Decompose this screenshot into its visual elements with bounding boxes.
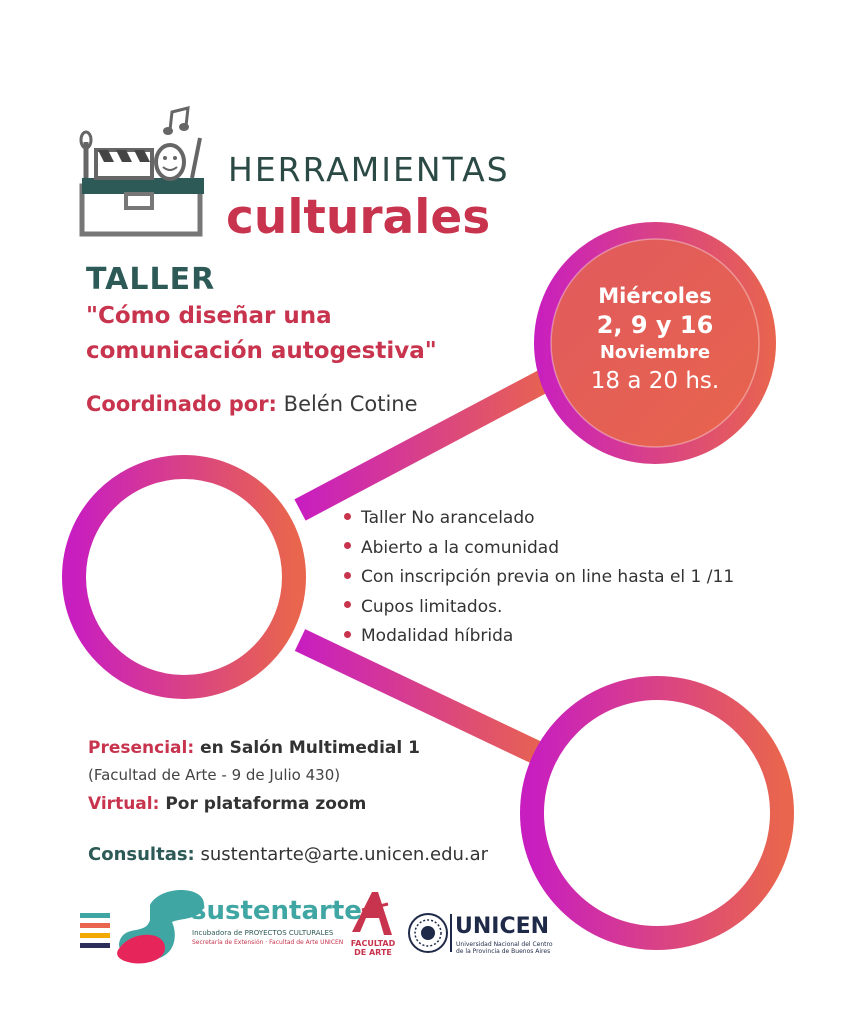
date-time: 18 a 20 hs.	[590, 368, 720, 394]
feature-list	[344, 504, 734, 652]
contact-label: Consultas:	[88, 844, 195, 865]
bullet-icon	[344, 601, 351, 608]
list-item: Cupos limitados.	[344, 593, 734, 623]
brand-title-line1: HERRAMIENTAS	[228, 150, 510, 189]
virtual-label: Virtual:	[88, 794, 160, 814]
bullet-icon	[344, 631, 351, 638]
presencial-value: en Salón Multimedial 1	[200, 738, 420, 758]
bottom-right-ring	[532, 688, 782, 938]
unicen-logo-text: UNICEN	[455, 914, 550, 939]
date-block	[548, 282, 762, 396]
date-month: Noviembre	[599, 342, 711, 363]
bullet-icon	[344, 542, 351, 549]
contact-info	[88, 844, 488, 865]
toolbox-icon	[81, 108, 204, 234]
list-item: Modalidad híbrida	[344, 622, 734, 652]
coordinator	[86, 392, 418, 416]
brand-title-line2: culturales	[226, 190, 491, 245]
facultad-logo-text: FACULTAD DE ARTE	[350, 939, 396, 957]
workshop-label: TALLER	[86, 262, 216, 297]
workshop-title-line2: comunicación autogestiva"	[86, 338, 437, 364]
sustentarte-logo-icon	[80, 890, 204, 963]
unicen-seal-icon	[409, 914, 451, 952]
presencial-info	[88, 738, 420, 758]
list-item: Con inscripción previa on line hasta el 1 /11	[344, 563, 734, 593]
list-item: Abierto a la comunidad	[344, 534, 734, 564]
coordinator-name: Belén Cotine	[283, 392, 418, 416]
date-dates: 2, 9 y 16	[596, 311, 714, 339]
contact-email[interactable]: sustentarte@arte.unicen.edu.ar	[200, 844, 489, 865]
sustentarte-subtitle2: Secretaría de Extensión · Facultad de Arte UNICEN	[192, 939, 344, 946]
coordinator-label: Coordinado por:	[86, 392, 277, 416]
presencial-label: Presencial:	[88, 738, 195, 758]
address: (Facultad de Arte - 9 de Julio 430)	[88, 766, 341, 784]
sustentarte-subtitle: Incubadora de PROYECTOS CULTURALES	[192, 929, 334, 937]
bullet-icon	[344, 572, 351, 579]
date-day: Miércoles	[598, 284, 712, 308]
left-ring	[74, 467, 294, 687]
workshop-title-line1: "Cómo diseñar una	[86, 303, 332, 329]
virtual-info	[88, 794, 366, 814]
list-item: Taller No arancelado	[344, 504, 734, 534]
virtual-value: Por plataforma zoom	[165, 794, 367, 814]
sustentarte-logo-text: sustentarte	[191, 896, 362, 926]
unicen-subtitle: Universidad Nacional del Centro de la Provincia de Buenos Aires	[456, 941, 553, 955]
bullet-icon	[344, 513, 351, 520]
